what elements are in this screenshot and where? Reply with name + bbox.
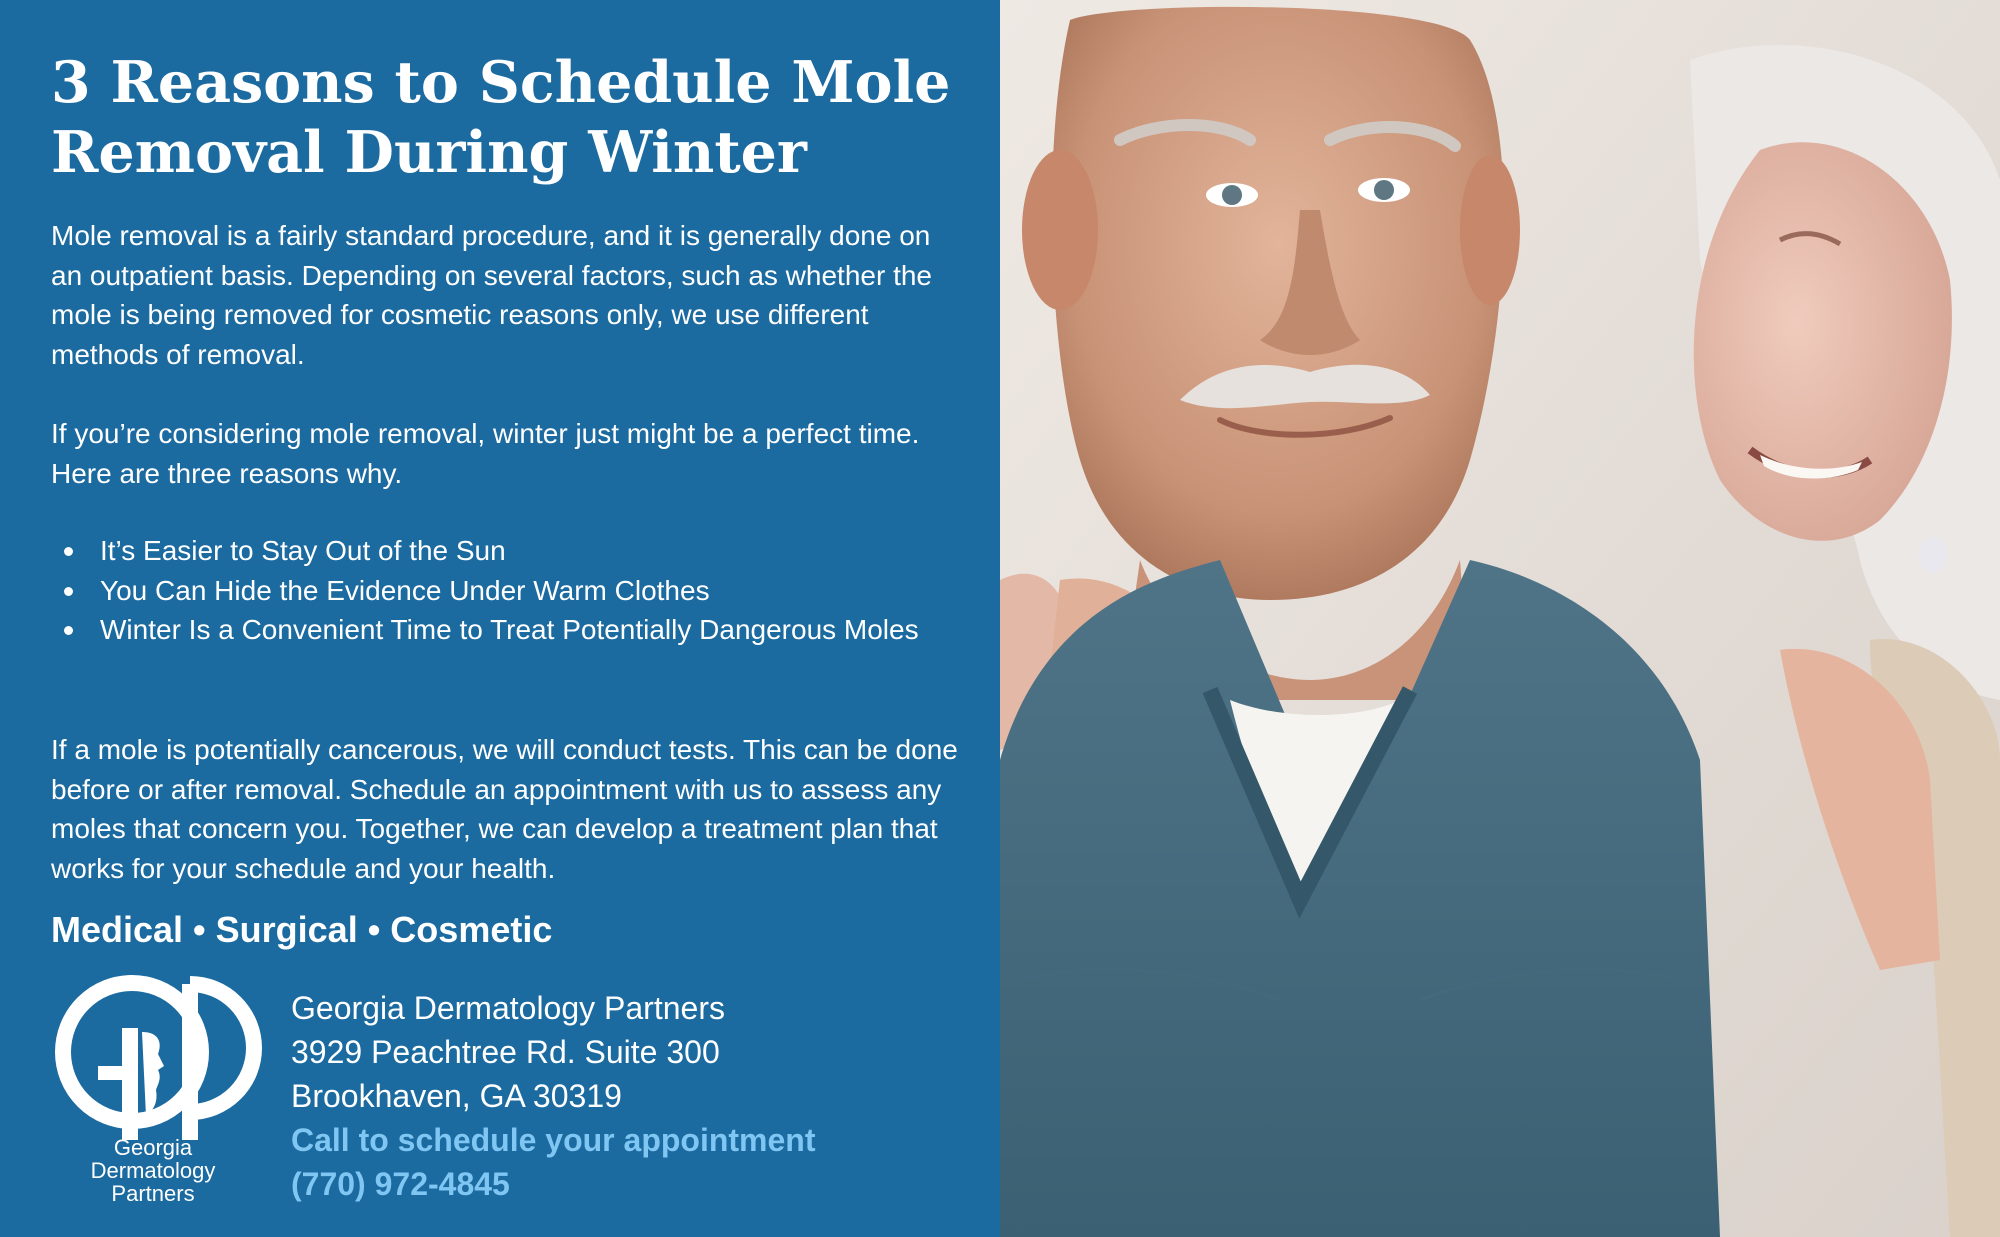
phone-number[interactable]: (770) 972-4845 [291, 1166, 510, 1202]
closing-paragraph: If a mole is potentially cancerous, we will conduct tests. This can be done before or after removal. Schedule an appointment with us to assess any moles that concern you. Together, we can develop a treatment plan that works for your schedule and your health. [51, 734, 958, 884]
address-line: Brookhaven, GA 30319 [291, 1078, 622, 1114]
reason-item: Winter Is a Convenient Time to Treat Potentially Dangerous Moles [51, 610, 961, 650]
reasons-list [51, 531, 961, 650]
address-line: 3929 Peachtree Rd. Suite 300 [291, 1034, 720, 1070]
practice-name: Georgia Dermatology Partners [291, 990, 725, 1026]
reason-item: It’s Easier to Stay Out of the Sun [51, 531, 961, 571]
logo-line: Georgia [113, 1135, 193, 1160]
services-tagline: Medical • Surgical • Cosmetic [51, 909, 553, 950]
call-to-action: Call to schedule your appointment [291, 1122, 816, 1158]
lead-in-paragraph: If you’re considering mole removal, winter just might be a perfect time. Here are three reasons why. [51, 418, 920, 489]
logo-wordmark [40, 1136, 266, 1205]
intro-paragraph: Mole removal is a fairly standard procedure, and it is generally done on an outpatient basis. Depending on several factors, such as whether the mole is being removed for cosmetic reasons only, we use different methods of removal. [51, 220, 932, 370]
smiling-elderly-couple-photo [1000, 0, 2000, 1237]
reason-item: You Can Hide the Evidence Under Warm Clothes [51, 571, 961, 611]
logo-line: Dermatology [90, 1158, 216, 1183]
logo-line: Partners [111, 1181, 195, 1206]
headline: 3 Reasons to Schedule Mole Removal During Winter [51, 49, 951, 186]
contact-block [291, 986, 816, 1206]
